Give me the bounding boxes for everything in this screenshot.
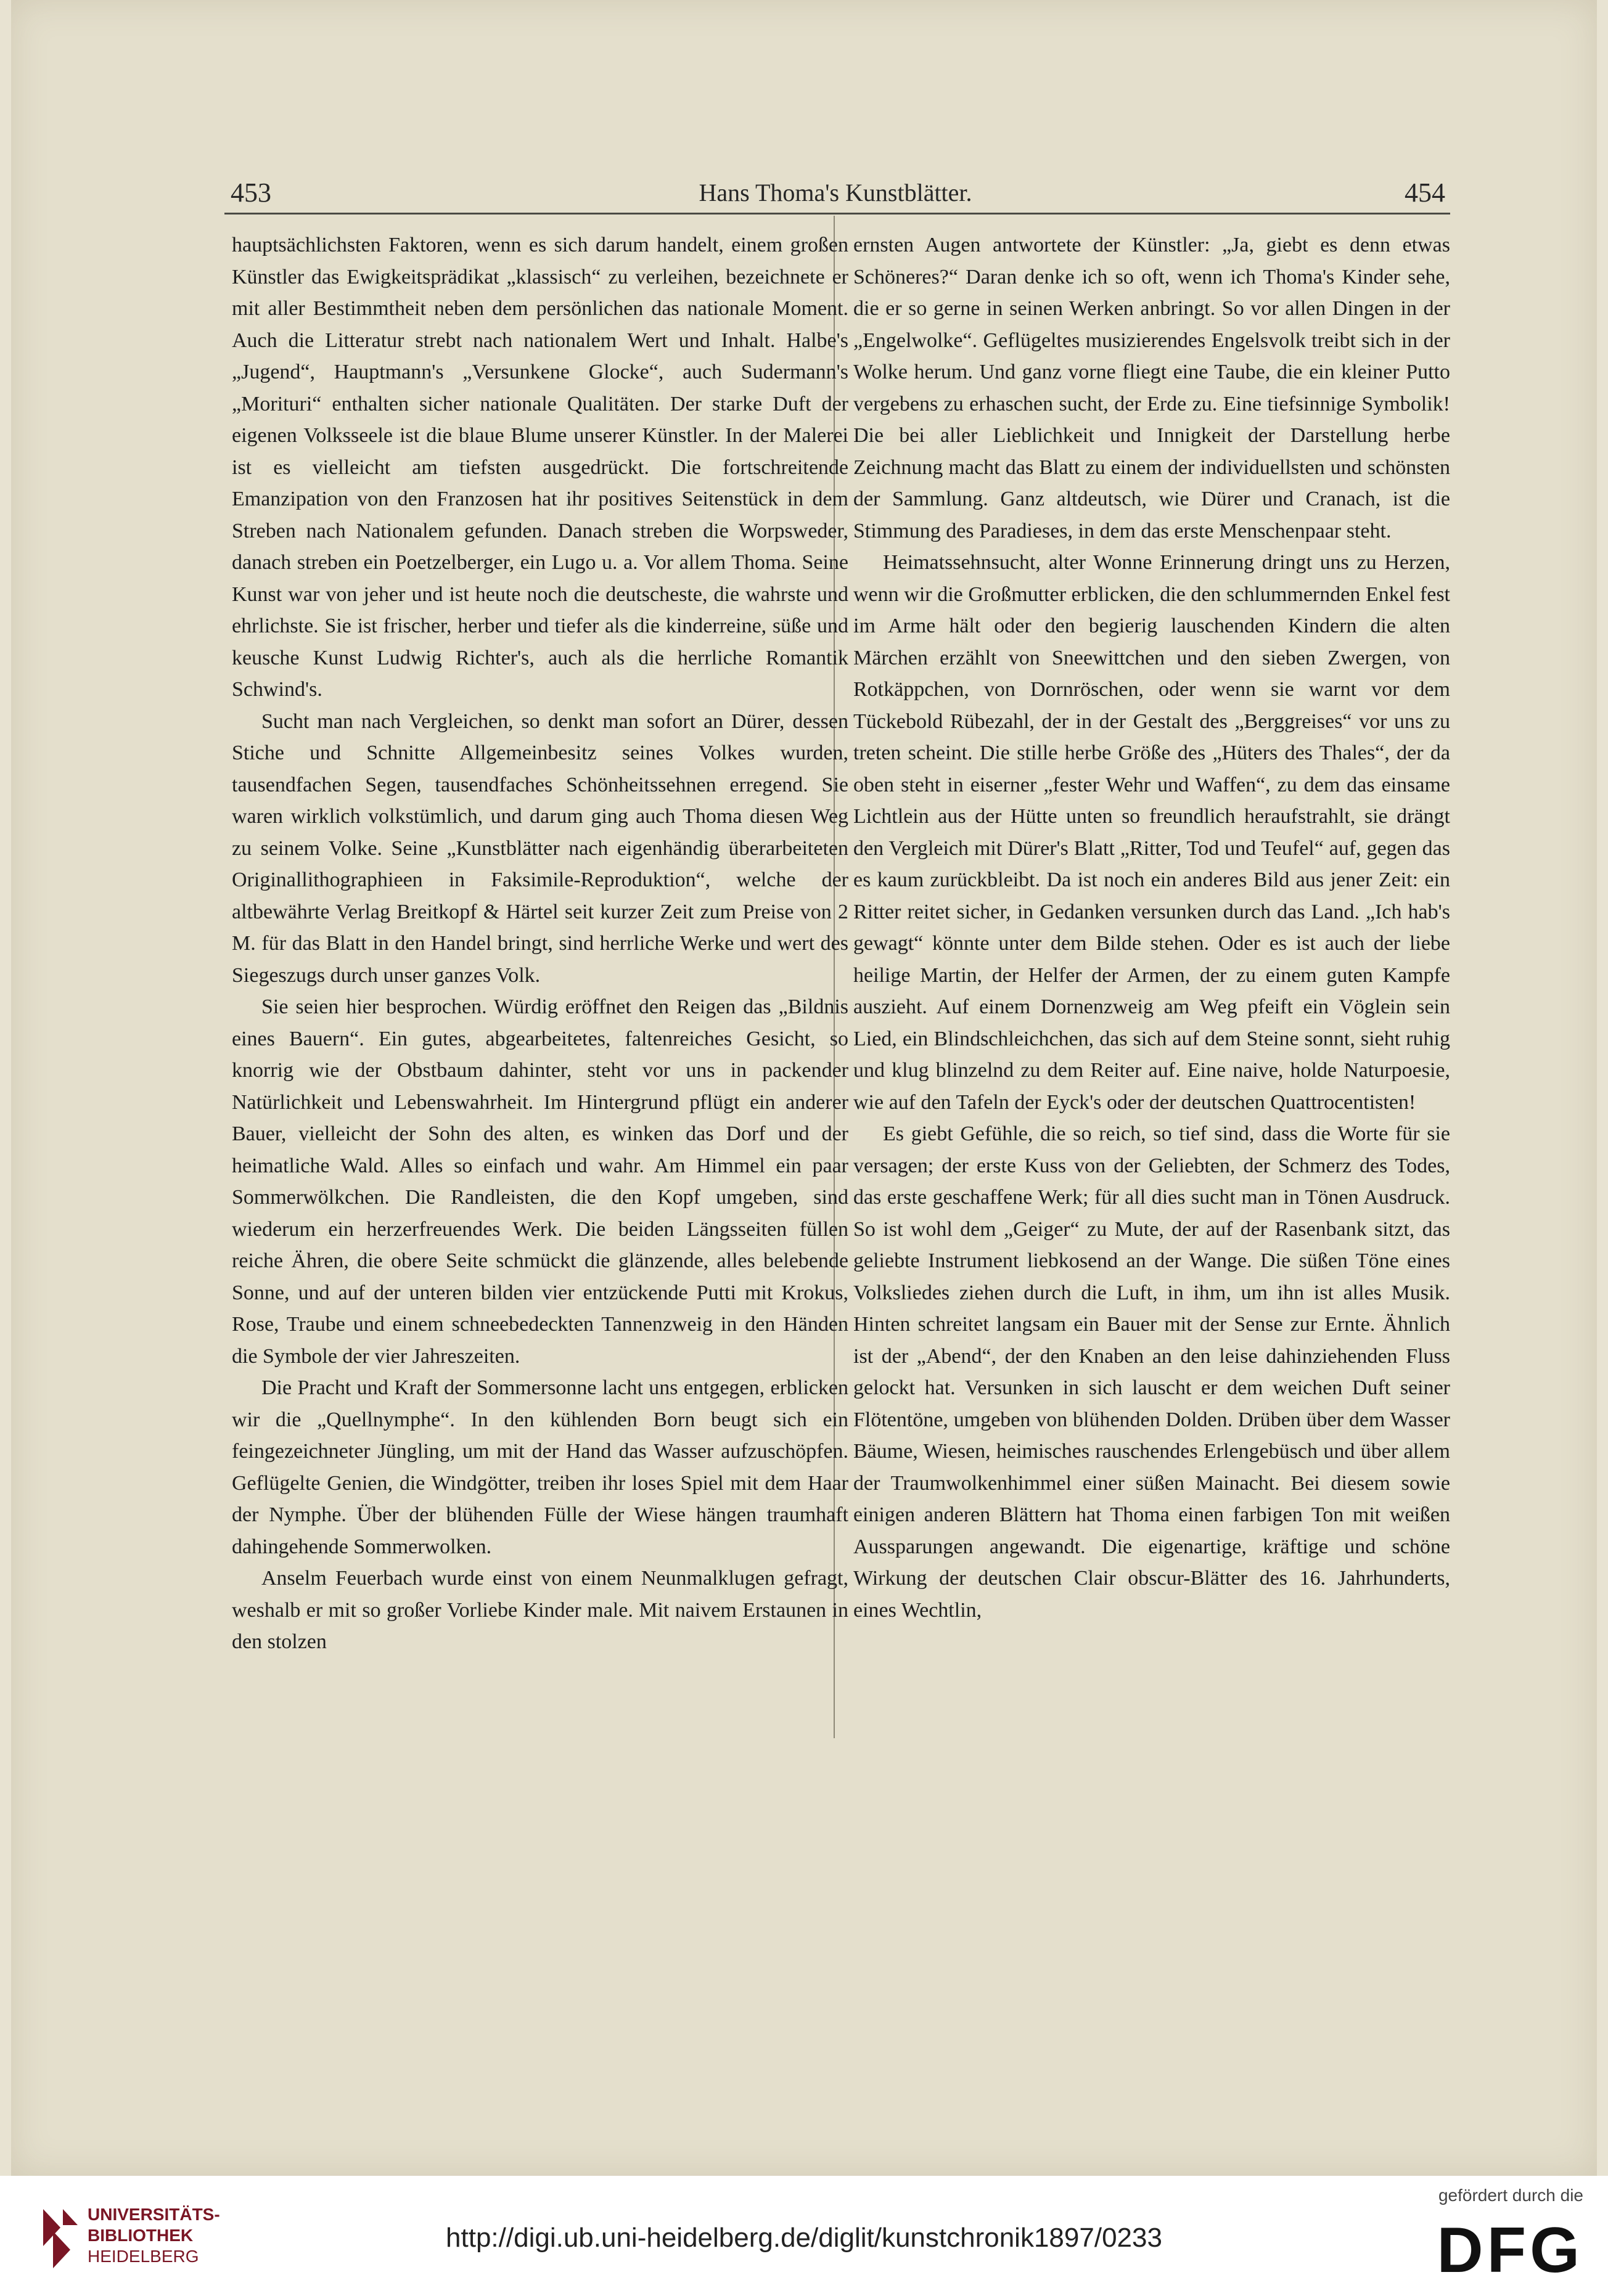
library-name-line: HEIDELBERG: [88, 2247, 199, 2266]
paragraph: hauptsächlichsten Faktoren, wenn es sich darum handelt, einem großen Künstler das Ewigkeitsprädikat „klassisch“ zu verleihen, bezeichnete er mit aller Bestimmtheit neben dem persönlichen das nationale Moment. Auch die Litteratur strebt nach nationalem Wert und Inhalt. Halbe's „Jugend“, Hauptmann's „Versunkene Glocke“, auch Sudermann's „Morituri“ enthalten sicher nationale Qualitäten. Der starke Duft der eigenen Volksseele ist die blaue Blume unserer Künstler. In der Malerei ist es vielleicht am tiefsten ausgedrückt. Die fortschreitende Emanzipation von den Franzosen hat ihr positives Seitenstück in dem Streben nach Nationalem gefunden. Danach streben die Worpsweder, danach streben ein Poetzelberger, ein Lugo u. a. Vor allem Thoma. Seine Kunst war von jeher und ist heute noch die deutscheste, die wahrste und ehrlichste. Sie ist frischer, herber und tiefer als die kinderreine, süße und keusche Kunst Ludwig Richter's, auch als die herrliche Romantik Schwind's.: [232, 234, 848, 701]
paragraph: Sie seien hier besprochen. Würdig eröffnet den Reigen das „Bildnis eines Bauern“. Ein gutes, abgearbeitetes, faltenreiches Gesicht, so knorrig wie der Obstbaum dahinter, steht vor uns in packender Natürlichkeit und Lebenswahrheit. Im Hintergrund pflügt ein anderer Bauer, vielleicht der Sohn des alten, es winken das Dorf und der heimatliche Wald. Alles so einfach und wahr. Am Himmel ein paar Sommerwölkchen. Die Randleisten, die den Kopf umgeben, sind wiederum ein herzerfreuendes Werk. Die beiden Längsseiten füllen reiche Ähren, die obere Seite schmückt die glänzende, alles belebende Sonne, und auf der unteren bilden vier entzückende Putti mit Krokus, Rose, Traube und einem schneebedeckten Tannenzweig in den Händen die Symbole der vier Jahreszeiten.: [232, 995, 848, 1368]
paragraph: Sucht man nach Vergleichen, so denkt man sofort an Dürer, dessen Stiche und Schnitte Allgemeinbesitz seines Volkes wurden, tausendfachen Segen, tausendfaches Schönheitssehnen erregend. Sie waren wirklich volkstümlich, und darum ging auch Thoma diesen Weg zu seinem Volke. Seine „Kunstblätter nach eigenhändig überarbeiteten Originallithographieen in Faksimile-Reproduktion“, welche der altbewährte Verlag Breitkopf & Härtel seit kurzer Zeit zum Preise von 2 M. für das Blatt in den Handel bringt, sind herrliche Werke und wert des Siegeszugs durch unser ganzes Volk.: [232, 709, 848, 987]
dfg-logo: DFG: [1437, 2215, 1583, 2286]
paragraph: ernsten Augen antwortete der Künstler: „Ja, giebt es denn etwas Schöneres?“ Daran denke ich so oft, wenn ich Thoma's Kinder sehe, die er so gerne in seinen Werken anbringt. So vor allen Dingen in der „Engelwolke“. Geflügeltes musizierendes Engelsvolk treibt sich in der Wolke herum. Und ganz vorne fliegt eine Taube, die ein kleiner Putto vergebens zu erhaschen sucht, der Erde zu. Eine tiefsinnige Symbolik! Die bei aller Lieblichkeit und Innigkeit der Darstellung herbe Zeichnung macht das Blatt zu einem der individuellsten und schönsten der Sammlung. Ganz altdeutsch, wie Dürer und Cranach, ist die Stimmung des Paradieses, in dem das erste Menschenpaar steht.: [853, 234, 1450, 542]
digitization-footer: [0, 2176, 1608, 2296]
library-name-line: BIBLIOTHEK: [88, 2226, 194, 2245]
paragraph: Es giebt Gefühle, die so reich, so tief sind, dass die Worte für sie versagen; der erste Kuss von der Geliebten, der Schmerz des Todes, das erste geschaffene Werk; für all dies sucht man in Tönen Ausdruck. So ist wohl dem „Geiger“ zu Mute, der auf der Rasenbank sitzt, das geliebte Instrument liebkosend an der Wange. Die süßen Töne eines Volksliedes ziehen durch die Luft, in ihm, um ihn ist alles Musik. Hinten schreitet langsam ein Bauer mit der Sense zur Ernte. Ähnlich ist der „Abend“, der den Knaben an den leise dahinziehenden Fluss gelockt hat. Versunken in sich lauscht er dem weichen Duft seiner Flötentöne, umgeben von blühenden Dolden. Drüben über dem Wasser Bäume, Wiesen, heimisches rauschendes Erlengebüsch und über allem der Traumwolkenhimmel einer süßen Mainacht. Bei diesem sowie einigen anderen Blättern hat Thoma einen farbigen Ton mit weißen Aussparungen angewandt. Die eigenartige, kräftige und schöne Wirkung der deutschen Clair obscur-Blätter des 16. Jahrhunderts, eines Wechtlin,: [853, 1122, 1450, 1622]
paragraph: Heimatssehnsucht, alter Wonne Erinnerung dringt uns zu Herzen, wenn wir die Großmutter erblicken, die den schlummernden Enkel fest im Arme hält oder den begierig lauschenden Kindern die alten Märchen erzählt von Sneewittchen und den sieben Zwergen, von Rotkäppchen, von Dornröschen, oder wenn sie warnt vor dem Tückebold Rübezahl, der in der Gestalt des „Berggreises“ vor uns zu treten scheint. Die stille herbe Größe des „Hüters des Thales“, der da oben steht in eiserner „fester Wehr und Waffen“, zu dem das einsame Lichtlein aus der Hütte unten so freundlich heraufstrahlt, sie drängt den Vergleich mit Dürer's Blatt „Ritter, Tod und Teufel“ auf, gegen das es kaum zurückbleibt. Da ist noch ein anderes Bild aus jener Zeit: ein Ritter reitet sicher, in Gedanken versunken durch das Land. „Ich hab's gewagt“ könnte unter dem Bilde stehen. Oder es ist auch der liebe heilige Martin, der Helfer der Armen, der zu einem guten Kampfe auszieht. Auf einem Dornenzweig am Weg pfeift ein Vöglein sein Lied, ein Blindschleichchen, das sich auf dem Steine sonnt, sieht ruhig und klug blinzelnd zu dem Reiter auf. Eine naive, holde Naturpoesie, wie auf den Tafeln der Eyck's oder der deutschen Quattrocentisten!: [853, 551, 1450, 1114]
permalink-url[interactable]: http://digi.ub.uni-heidelberg.de/diglit/kunstchronik1897/0233: [446, 2223, 1162, 2253]
paragraph: Anselm Feuerbach wurde einst von einem Neunmalklugen gefragt, weshalb er mit so großer Vorliebe Kinder male. Mit naivem Erstaunen in den stolzen: [232, 1567, 848, 1653]
library-name-line: UNIVERSITÄTS-: [88, 2205, 220, 2224]
running-head: [222, 176, 1449, 213]
paragraph: Die Pracht und Kraft der Sommersonne lacht uns entgegen, erblicken wir die „Quellnymphe“. In den kühlenden Born beugt sich ein feingezeichneter Jüngling, um mit der Hand das Wasser aufzuschöpfen. Geflügelte Genien, die Windgötter, treiben ihr loses Spiel mit dem Haar der Nymphe. Über der blühenden Fülle der Wiese hängen traumhaft dahingehende Sommerwolken.: [232, 1376, 848, 1558]
right-column: [853, 229, 1450, 2269]
funded-by-label: gefördert durch die: [1438, 2186, 1583, 2205]
page-number-right: 454: [1405, 178, 1445, 208]
header-rule: [224, 213, 1450, 214]
left-column: [232, 229, 848, 2269]
page-number-left: 453: [231, 178, 271, 208]
running-title: Hans Thoma's Kunstblätter.: [699, 179, 972, 206]
